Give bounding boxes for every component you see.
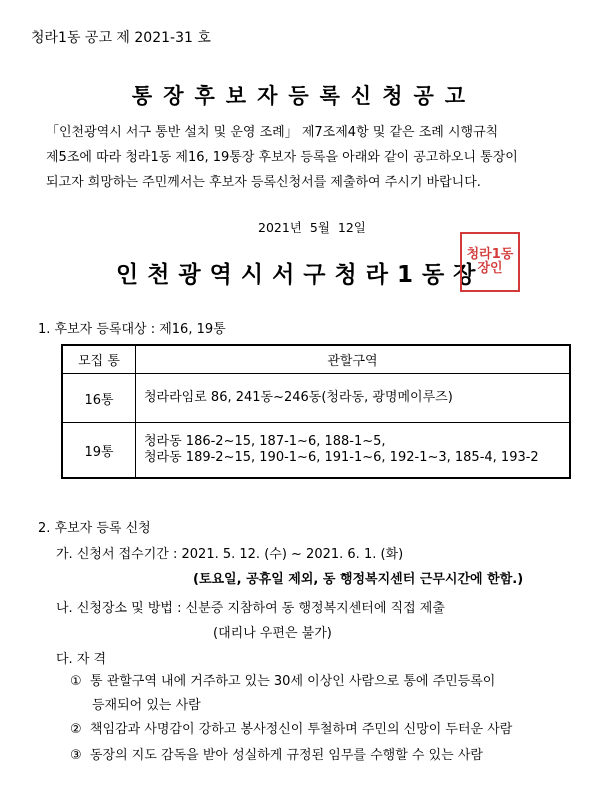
area-line: 청라동 189-2~15, 190-1~6, 191-1~6, 192-1~3, 185-4, 193-2 [144, 450, 539, 465]
application-period-note: (토요일, 공휴일 제외, 동 행정복지센터 근무시간에 한함.) [193, 572, 524, 587]
application-period: 가. 신청서 접수기간 : 2021. 5. 12. (수) ~ 2021. 6. 1. (화) [56, 547, 404, 562]
table-cell-area [136, 374, 571, 423]
qualification-item [70, 744, 483, 763]
intro-paragraph [46, 120, 586, 195]
notice-date: 2021년 5월 12일 [258, 220, 366, 235]
document-number: 청라1동 공고 제 2021-31 호 [31, 30, 211, 46]
section1-heading: 1. 후보자 등록대상 : 제16, 19통 [38, 322, 226, 337]
intro-line: 되고자 희망하는 주민께서는 후보자 등록신청서를 제출하여 주시기 바랍니다. [46, 175, 481, 190]
table-cell-unit: 19통 [62, 423, 136, 479]
table-cell-unit: 16통 [62, 374, 136, 423]
item-number: ① [70, 674, 82, 689]
area-line: 청라라임로 86, 241동~246동(청라동, 광명메이루즈) [144, 390, 453, 405]
table-row [62, 423, 570, 479]
table-header-row [62, 345, 570, 374]
item-number: ② [70, 722, 82, 737]
table-header: 관할구역 [136, 345, 571, 374]
issuer-name: 인천광역시서구청라1동장 [116, 262, 485, 288]
item-text: 동장의 지도 감독을 받아 성실하게 규정된 임무를 수행할 수 있는 사람 [90, 748, 483, 763]
intro-line: 「인천광역시 서구 통반 설치 및 운영 조례」 제7조제4항 및 같은 조례 시행규칙 [46, 125, 499, 140]
qualification-item [70, 718, 512, 737]
application-method: 나. 신청장소 및 방법 : 신분증 지참하여 동 행정복지센터에 직접 제출 [56, 601, 445, 616]
official-seal: 청라1동장인 [460, 232, 520, 292]
page-title: 통장후보자등록신청공고 [131, 84, 477, 108]
section2-heading: 2. 후보자 등록 신청 [38, 521, 151, 536]
table-header: 모집 통 [62, 345, 136, 374]
application-method-note: (대리나 우편은 불가) [213, 626, 332, 641]
qualifications-heading: 다. 자 격 [56, 652, 107, 667]
qualification-item [70, 670, 495, 689]
item-number: ③ [70, 748, 82, 763]
area-line: 청라동 186-2~15, 187-1~6, 188-1~5, [144, 434, 386, 449]
recruitment-table [61, 344, 571, 479]
item-text: 책임감과 사명감이 강하고 봉사정신이 투철하며 주민의 신망이 두터운 사람 [90, 722, 513, 737]
table-cell-area [136, 423, 571, 479]
item-text: 통 관할구역 내에 거주하고 있는 30세 이상인 사람으로 통에 주민등록이 [90, 674, 496, 689]
table-row [62, 374, 570, 423]
intro-line: 제5조에 따라 청라1동 제16, 19통장 후보자 등록을 아래와 같이 공고하오니 통장이 [46, 150, 518, 165]
qualification-item-continuation: 등재되어 있는 사람 [92, 698, 201, 713]
